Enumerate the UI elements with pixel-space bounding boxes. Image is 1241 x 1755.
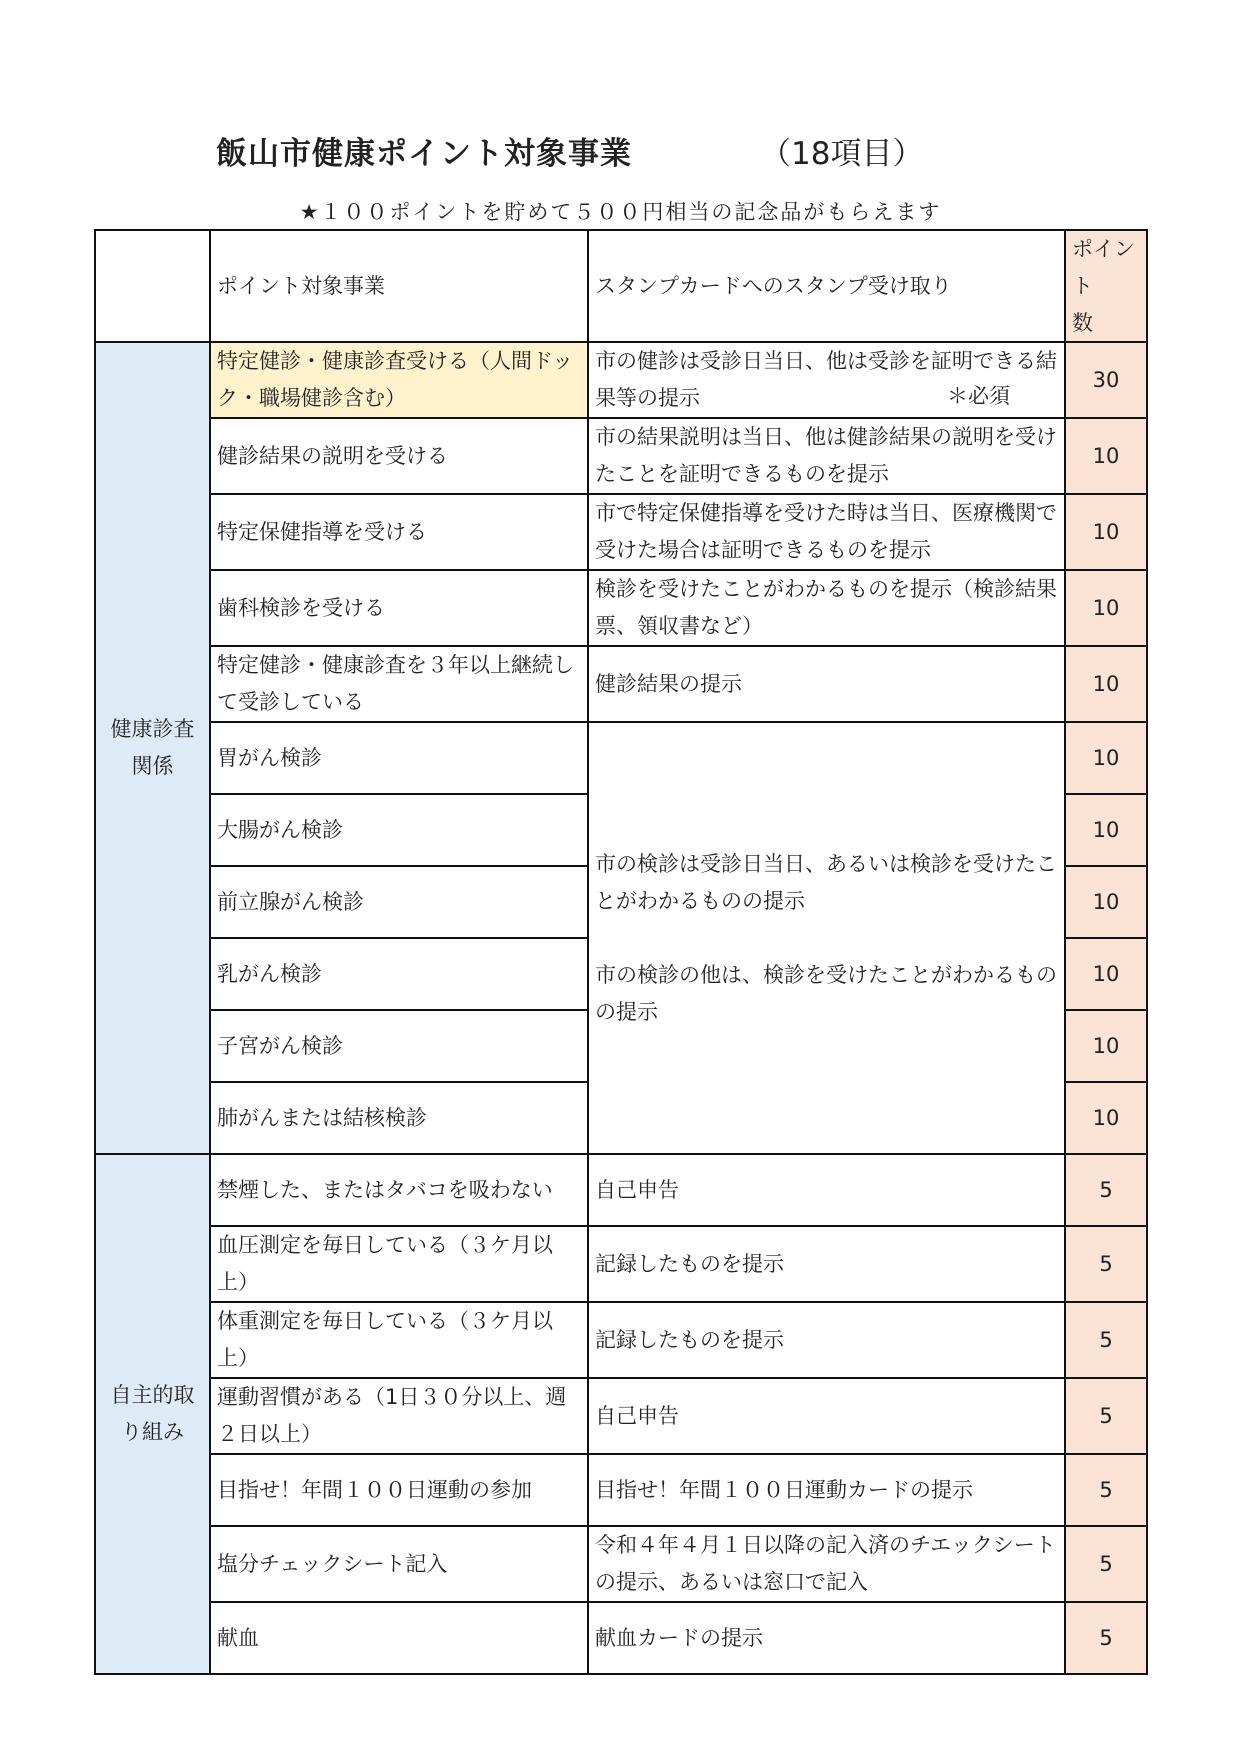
header-category: [95, 230, 210, 342]
category-health: 健康診査関係: [95, 342, 210, 1154]
item-cell: 目指せ！年間１００日運動の参加: [210, 1454, 588, 1526]
item-cell: 体重測定を毎日している（３ケ月以上）: [210, 1302, 588, 1378]
points-cell: 5: [1065, 1526, 1147, 1602]
item-cell: 特定保健指導を受ける: [210, 494, 588, 570]
points-cell: 10: [1065, 646, 1147, 722]
cancer-stamp-cell: [588, 722, 1065, 1154]
table-row: [95, 342, 1147, 418]
stamp-cell: 自己申告: [588, 1154, 1065, 1226]
stamp-cell: 記録したものを提示: [588, 1226, 1065, 1302]
points-cell: 5: [1065, 1154, 1147, 1226]
table-row: [95, 646, 1147, 722]
table-row: [95, 1526, 1147, 1602]
table-row: [95, 1154, 1147, 1226]
item-cell: 子宮がん検診: [210, 1010, 588, 1082]
table-row: [95, 722, 1147, 794]
points-cell: 10: [1065, 866, 1147, 938]
item-cell: 健診結果の説明を受ける: [210, 418, 588, 494]
cancer-stamp-line1: 市の検診は受診日当日、あるいは検診を受けたことがわかるものの提示: [595, 851, 1057, 913]
item-cell: 特定健診・健康診査受ける（人間ドック・職場健診含む）: [210, 342, 588, 418]
points-cell: 10: [1065, 418, 1147, 494]
header-points-line2: 数: [1072, 311, 1093, 335]
item-cell: 運動習慣がある（1日３０分以上、週２日以上）: [210, 1378, 588, 1454]
points-cell: 30: [1065, 342, 1147, 418]
category-self: 自主的取り組み: [95, 1154, 210, 1674]
header-stamp: スタンプカードへのスタンプ受け取り: [588, 230, 1065, 342]
stamp-cell: 令和４年４月１日以降の記入済のチエックシートの提示、あるいは窓口で記入: [588, 1526, 1065, 1602]
item-count: （18項目）: [760, 136, 924, 172]
points-table: [94, 229, 1148, 1675]
table-row: [95, 1602, 1147, 1674]
item-cell: 血圧測定を毎日している（３ケ月以上）: [210, 1226, 588, 1302]
stamp-cell: 目指せ！年間１００日運動カードの提示: [588, 1454, 1065, 1526]
points-cell: 5: [1065, 1378, 1147, 1454]
table-row: [95, 1226, 1147, 1302]
required-note: ＊必須: [947, 384, 1010, 408]
points-cell: 10: [1065, 722, 1147, 794]
table-row: [95, 570, 1147, 646]
subtitle: ★１００ポイントを貯めて５００円相当の記念品がもらえます: [299, 200, 942, 224]
points-cell: 5: [1065, 1226, 1147, 1302]
item-cell: 前立腺がん検診: [210, 866, 588, 938]
item-cell: 肺がんまたは結核検診: [210, 1082, 588, 1154]
points-cell: 10: [1065, 494, 1147, 570]
item-cell: 胃がん検診: [210, 722, 588, 794]
header-points-line1: ポイント: [1072, 237, 1135, 298]
stamp-cell: 献血カードの提示: [588, 1602, 1065, 1674]
stamp-cell: [588, 342, 1065, 418]
table-header-row: [95, 230, 1147, 342]
stamp-cell: 記録したものを提示: [588, 1302, 1065, 1378]
stamp-cell: 検診を受けたことがわかるものを提示（検診結果票、領収書など）: [588, 570, 1065, 646]
table-row: [95, 1302, 1147, 1378]
stamp-text: 市の健診は受診日当日、他は受診を証明できる結果等の提示: [595, 349, 1057, 410]
item-cell: 歯科検診を受ける: [210, 570, 588, 646]
points-cell: 5: [1065, 1302, 1147, 1378]
cancer-stamp-line2: 市の検診の他は、検診を受けたことがわかるものの提示: [595, 962, 1057, 1024]
stamp-cell: 健診結果の提示: [588, 646, 1065, 722]
table-row: [95, 1454, 1147, 1526]
table-row: [95, 494, 1147, 570]
points-cell: 10: [1065, 938, 1147, 1010]
stamp-cell: 自己申告: [588, 1378, 1065, 1454]
points-cell: 10: [1065, 794, 1147, 866]
stamp-cell: 市で特定保健指導を受けた時は当日、医療機関で受けた場合は証明できるものを提示: [588, 494, 1065, 570]
points-cell: 10: [1065, 1082, 1147, 1154]
item-cell: 禁煙した、またはタバコを吸わない: [210, 1154, 588, 1226]
document-title: 飯山市健康ポイント対象事業: [216, 136, 632, 172]
table-row: [95, 1378, 1147, 1454]
points-cell: 5: [1065, 1454, 1147, 1526]
points-cell: 10: [1065, 1010, 1147, 1082]
item-cell: 特定健診・健康診査を３年以上継続して受診している: [210, 646, 588, 722]
item-cell: 乳がん検診: [210, 938, 588, 1010]
item-cell: 大腸がん検診: [210, 794, 588, 866]
item-cell: 献血: [210, 1602, 588, 1674]
table-row: [95, 418, 1147, 494]
points-cell: 5: [1065, 1602, 1147, 1674]
title-row: [216, 128, 1016, 178]
points-cell: 10: [1065, 570, 1147, 646]
header-item: ポイント対象事業: [210, 230, 588, 342]
header-points: [1065, 230, 1147, 342]
item-cell: 塩分チェックシート記入: [210, 1526, 588, 1602]
stamp-cell: 市の結果説明は当日、他は健診結果の説明を受けたことを証明できるものを提示: [588, 418, 1065, 494]
